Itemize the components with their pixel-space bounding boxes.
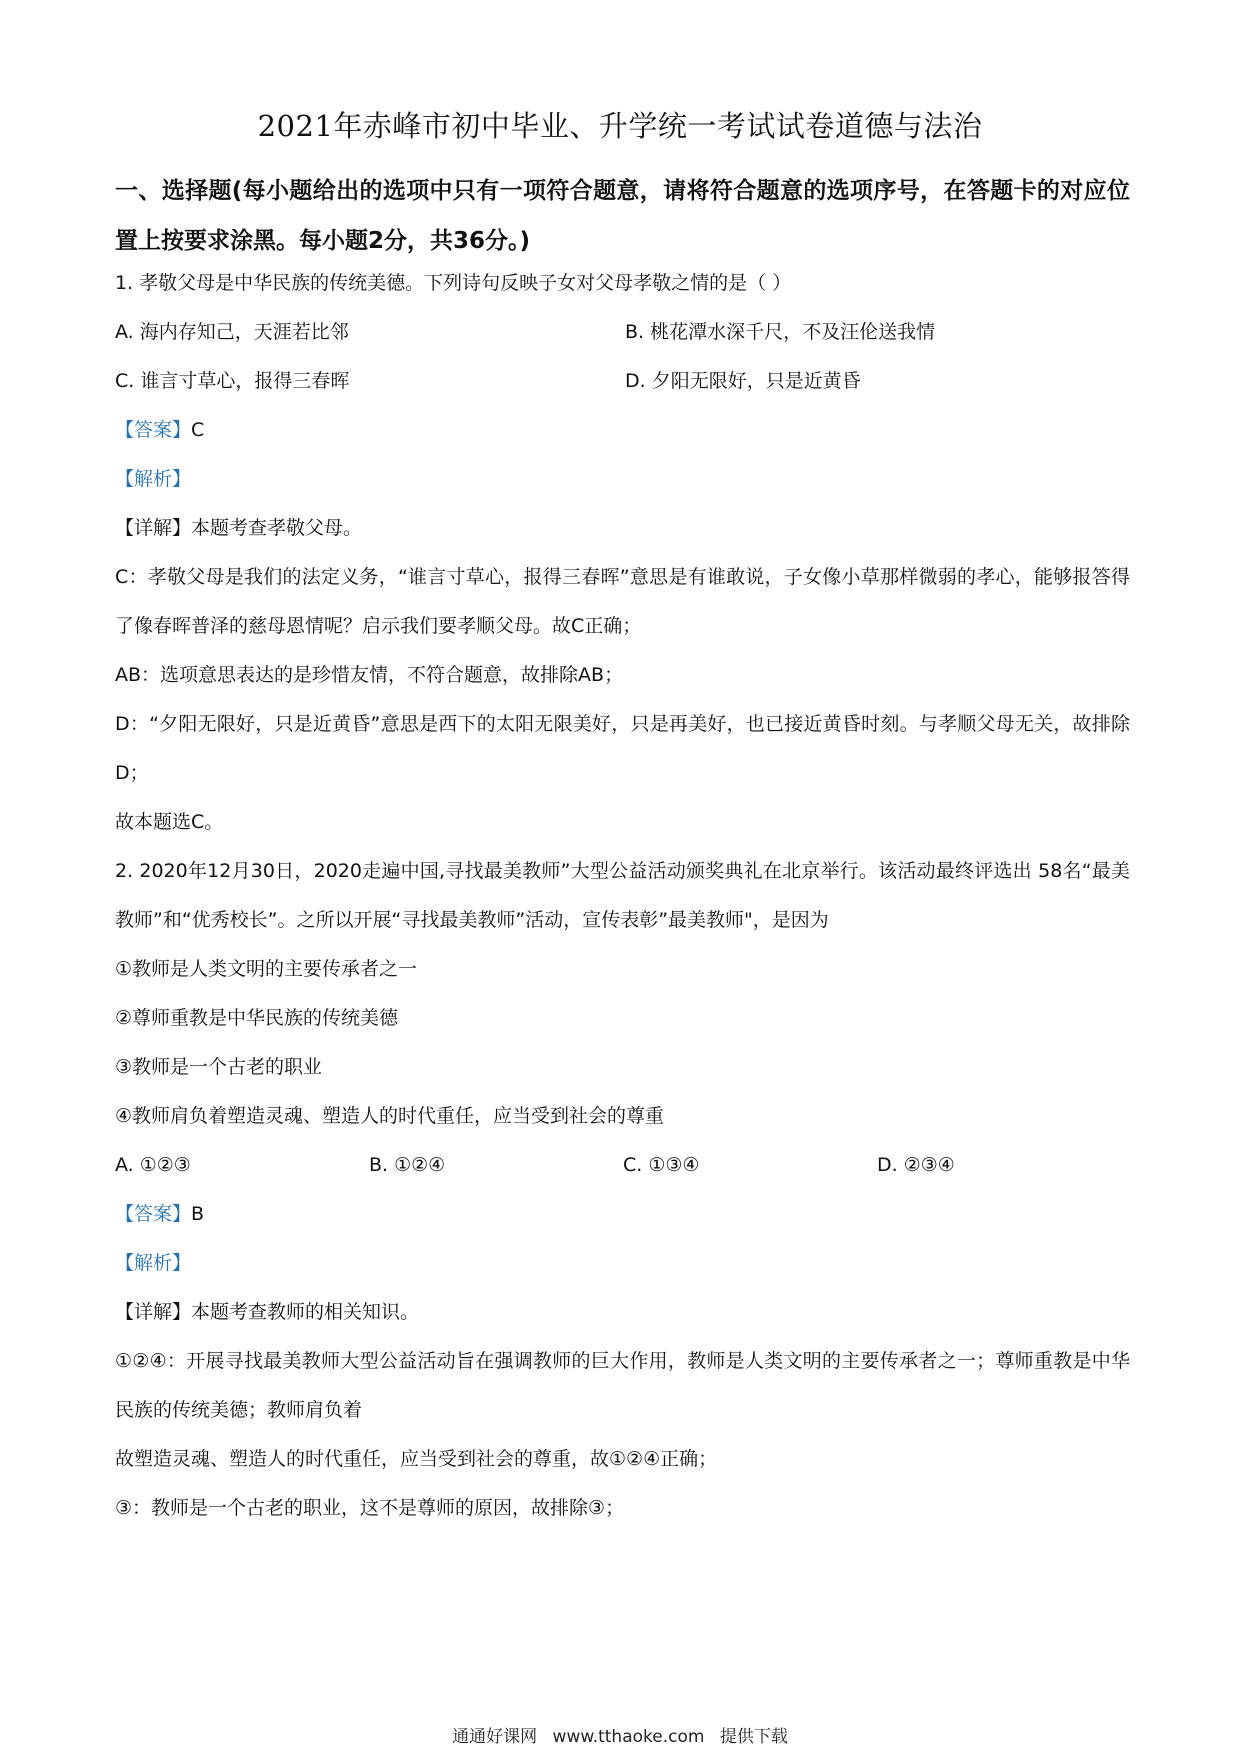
q1-option-a: A. 海内存知己，天涯若比邻 [115,321,349,343]
q2-detail: 【详解】本题考查教师的相关知识。 [115,1301,420,1323]
q1-option-d: D. 夕阳无限好，只是近黄昏 [625,370,861,392]
page-footer [0,1722,1240,1747]
q2-explain-3: ③：教师是一个古老的职业，这不是尊师的原因，故排除③； [115,1497,625,1519]
analysis-tag: 【解析】 [115,1252,192,1274]
footer-url-link[interactable]: www.tthaoke.com [552,1727,705,1747]
q2-statement-2: ②尊师重教是中华民族的传统美德 [115,1007,399,1029]
footer-site-name: 通通好课网 [452,1727,538,1747]
question-1-stem: 1. 孝敬父母是中华民族的传统美德。下列诗句反映子女对父母孝敬之情的是（ ） [115,272,792,294]
document-body [115,259,1130,1533]
q1-answer-line [115,406,1130,455]
question-2-stem: 2. 2020年12月30日，2020走遍中国,寻找最美教师”大型公益活动颁奖典礼在北京举行。该活动最终评选出 58名“最美教师”和“优秀校长”。之所以开展“寻找最美教师”活动，宣传表彰”最美教师"，是因为 [115,860,1130,931]
document-title: 2021年赤峰市初中毕业、升学统一考试试卷道德与法治 [257,109,983,143]
question-1-options-row-1 [115,308,1130,357]
q1-analysis-line [115,455,1130,504]
q2-statement-1: ①教师是人类文明的主要传承者之一 [115,958,418,980]
q2-explain-124: ①②④：开展寻找最美教师大型公益活动旨在强调教师的巨大作用，教师是人类文明的主要传承者之一；尊师重教是中华民族的传统美德；教师肩负着 [115,1350,1130,1421]
answer-tag: 【答案】 [115,419,192,441]
q1-option-b: B. 桃花潭水深千尺，不及汪伦送我情 [625,321,936,343]
section-header: 一、选择题(每小题给出的选项中只有一项符合题意，请将符合题意的选项序号，在答题卡的对应位置上按要求涂黑。每小题2分，共36分。) [115,178,1130,254]
q1-explain-ab: AB：选项意思表达的是珍惜友情，不符合题意，故排除AB； [115,664,624,686]
q1-detail: 【详解】本题考查孝敬父母。 [115,517,363,539]
q2-option-b: B. ①②④ [369,1154,446,1176]
q1-option-c: C. 谁言寸草心，报得三春晖 [115,370,350,392]
footer-note: 提供下载 [719,1727,788,1747]
q2-answer: B [191,1203,205,1225]
answer-tag: 【答案】 [115,1203,192,1225]
q1-explain-d: D：“夕阳无限好，只是近黄昏”意思是西下的太阳无限美好，只是再美好，也已接近黄昏时刻。与孝顺父母无关，故排除D； [115,713,1130,784]
q1-conclusion: 故本题选C。 [115,811,224,833]
q2-answer-line [115,1190,1130,1239]
q2-analysis-line [115,1239,1130,1288]
analysis-tag: 【解析】 [115,468,192,490]
q2-statement-4: ④教师肩负着塑造灵魂、塑造人的时代重任，应当受到社会的尊重 [115,1105,665,1127]
q1-answer: C [191,419,205,441]
question-1-options-row-2 [115,357,1130,406]
q1-explain-c: C：孝敬父母是我们的法定义务，“谁言寸草心，报得三春晖”意思是有谁敢说，子女像小草那样微弱的孝心，能够报答得了像春晖普泽的慈母恩情呢？启示我们要孝顺父母。故C正确； [115,566,1130,637]
q2-option-a: A. ①②③ [115,1154,191,1176]
q2-explain-124-cont: 故塑造灵魂、塑造人的时代重任，应当受到社会的尊重，故①②④正确； [115,1448,718,1470]
q2-option-c: C. ①③④ [623,1154,700,1176]
q2-statement-3: ③教师是一个古老的职业 [115,1056,323,1078]
question-2-options-row [115,1141,1130,1190]
q2-option-d: D. ②③④ [877,1154,955,1176]
